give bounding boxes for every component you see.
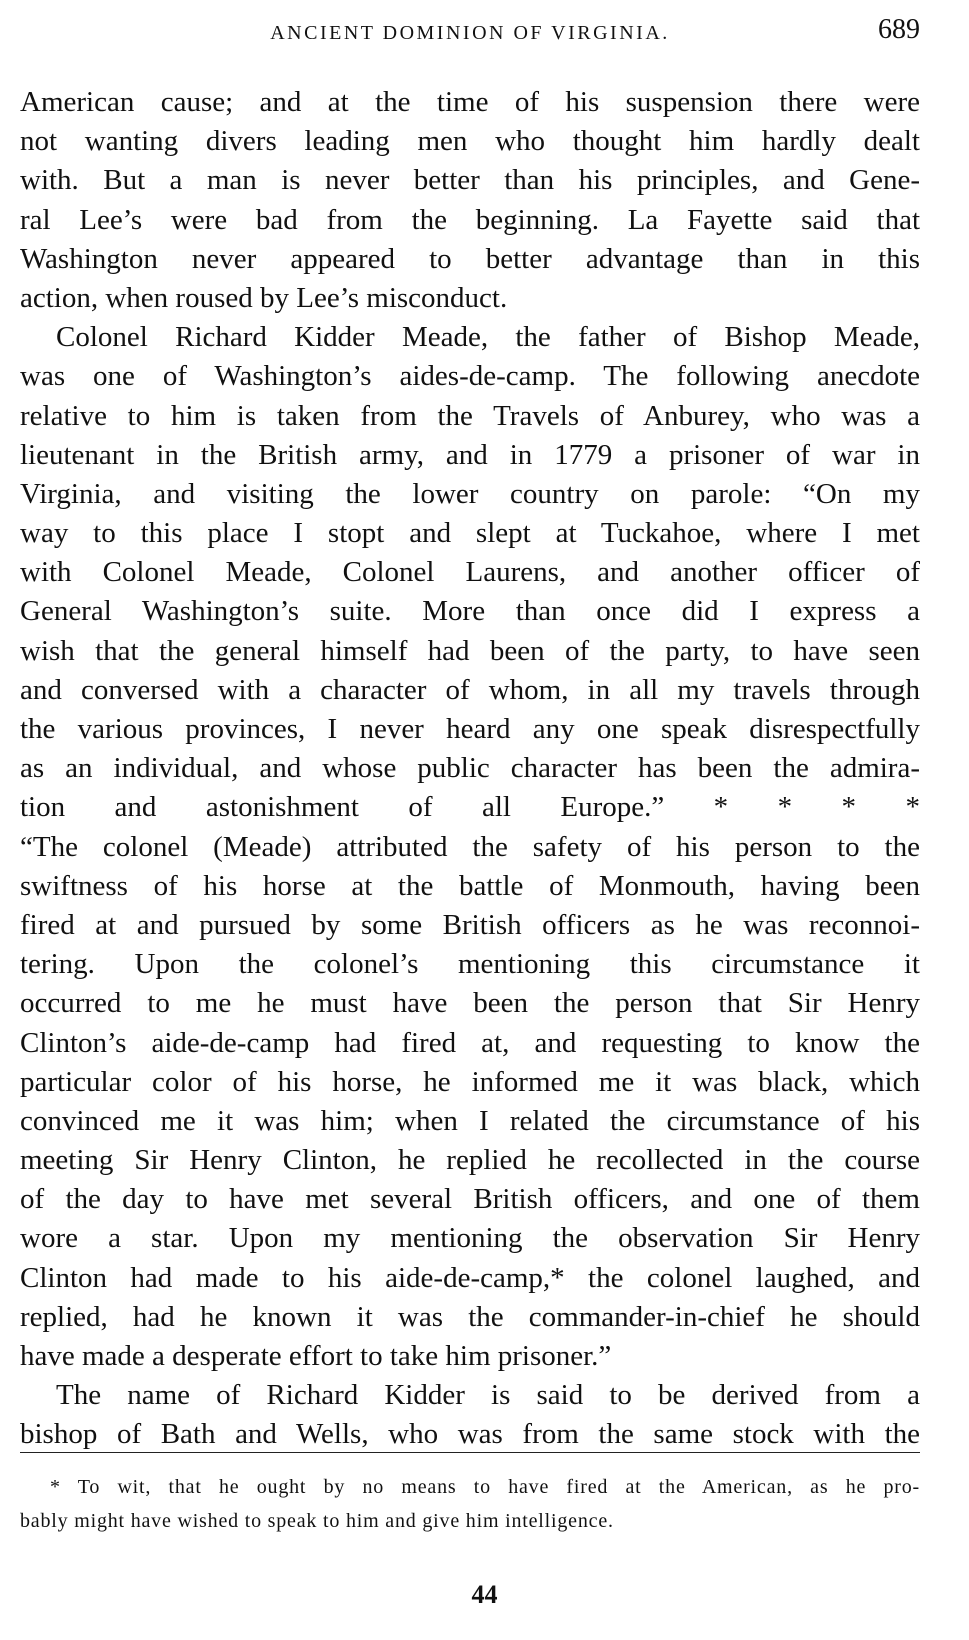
page-number: 689	[878, 14, 920, 45]
running-title: ANCIENT DOMINION OF VIRGINIA.	[270, 22, 670, 44]
text-line: as an individual, and whose public character has been the admira-	[20, 752, 920, 785]
running-head	[20, 14, 920, 54]
text-line: way to this place I stopt and slept at Tuckahoe, where I met	[20, 517, 920, 550]
text-line: have made a desperate effort to take him prisoner.”	[20, 1340, 612, 1372]
text-line: not wanting divers leading men who thought him hardly dealt	[20, 125, 920, 158]
text-line: American cause; and at the time of his suspension there were	[20, 86, 920, 118]
text-line: General Washington’s suite. More than once did I express a	[20, 595, 920, 628]
signature-mark: 44	[471, 1580, 498, 1609]
text-line: wish that the general himself had been of the party, to have seen	[20, 634, 920, 667]
text-line: lieutenant in the British army, and in 1779 a prisoner of war in	[20, 438, 920, 471]
footnote-rule	[20, 1452, 920, 1453]
footnote-line: * To wit, that he ought by no means to have fired at the American, as he pro-	[50, 1476, 920, 1498]
text-line: and conversed with a character of whom, in all my travels through	[20, 673, 920, 706]
text-line: Washington never appeared to better advantage than in this	[20, 242, 920, 275]
text-line: “The colonel (Meade) attributed the safety of his person to the	[20, 830, 920, 863]
footnote-line: bably might have wished to speak to him and give him intelligence.	[20, 1510, 614, 1532]
paragraph-start: The name of Richard Kidder is said to be derived from a	[56, 1379, 920, 1412]
text-line: Clinton’s aide-de-camp had fired at, and requesting to know the	[20, 1026, 920, 1059]
text-line: was one of Washington’s aides-de-camp. The following anecdote	[20, 360, 920, 393]
text-line: with. But a man is never better than his principles, and Gene-	[20, 164, 920, 197]
text-line: occurred to me he must have been the person that Sir Henry	[20, 987, 920, 1020]
text-line: particular color of his horse, he informed me it was black, which	[20, 1065, 920, 1098]
text-line: relative to him is taken from the Travels of Anburey, who was a	[20, 399, 920, 432]
text-line: bishop of Bath and Wells, who was from the same stock with the	[20, 1418, 920, 1451]
text-line: the various provinces, I never heard any one speak disrespectfully	[20, 713, 920, 745]
text-line: swiftness of his horse at the battle of Monmouth, having been	[20, 869, 920, 902]
text-line: convinced me it was him; when I related the circumstance of his	[20, 1104, 920, 1137]
text-line: tering. Upon the colonel’s mentioning this circumstance it	[20, 948, 920, 981]
text-line: of the day to have met several British officers, and one of them	[20, 1183, 920, 1216]
body-text	[20, 83, 920, 1455]
text-line: with Colonel Meade, Colonel Laurens, and another officer of	[20, 556, 920, 589]
text-line: ral Lee’s were bad from the beginning. La Fayette said that	[20, 203, 920, 236]
text-line: fired at and pursued by some British officers as he was reconnoi-	[20, 908, 920, 941]
text-line: replied, had he known it was the commander-in-chief he should	[20, 1300, 920, 1333]
text-line: Virginia, and visiting the lower country on parole: “On my	[20, 477, 920, 510]
text-line: meeting Sir Henry Clinton, he replied he recollected in the course	[20, 1144, 920, 1177]
text-line: wore a star. Upon my mentioning the observation Sir Henry	[20, 1222, 920, 1255]
text-line: tion and astonishment of all Europe.” * * * *	[20, 791, 920, 824]
text-line: Clinton had made to his aide-de-camp,* the colonel laughed, and	[20, 1261, 920, 1294]
footnote	[20, 1470, 920, 1538]
text-line: action, when roused by Lee’s misconduct.	[20, 281, 508, 314]
paragraph-start: Colonel Richard Kidder Meade, the father of Bishop Meade,	[56, 321, 920, 354]
